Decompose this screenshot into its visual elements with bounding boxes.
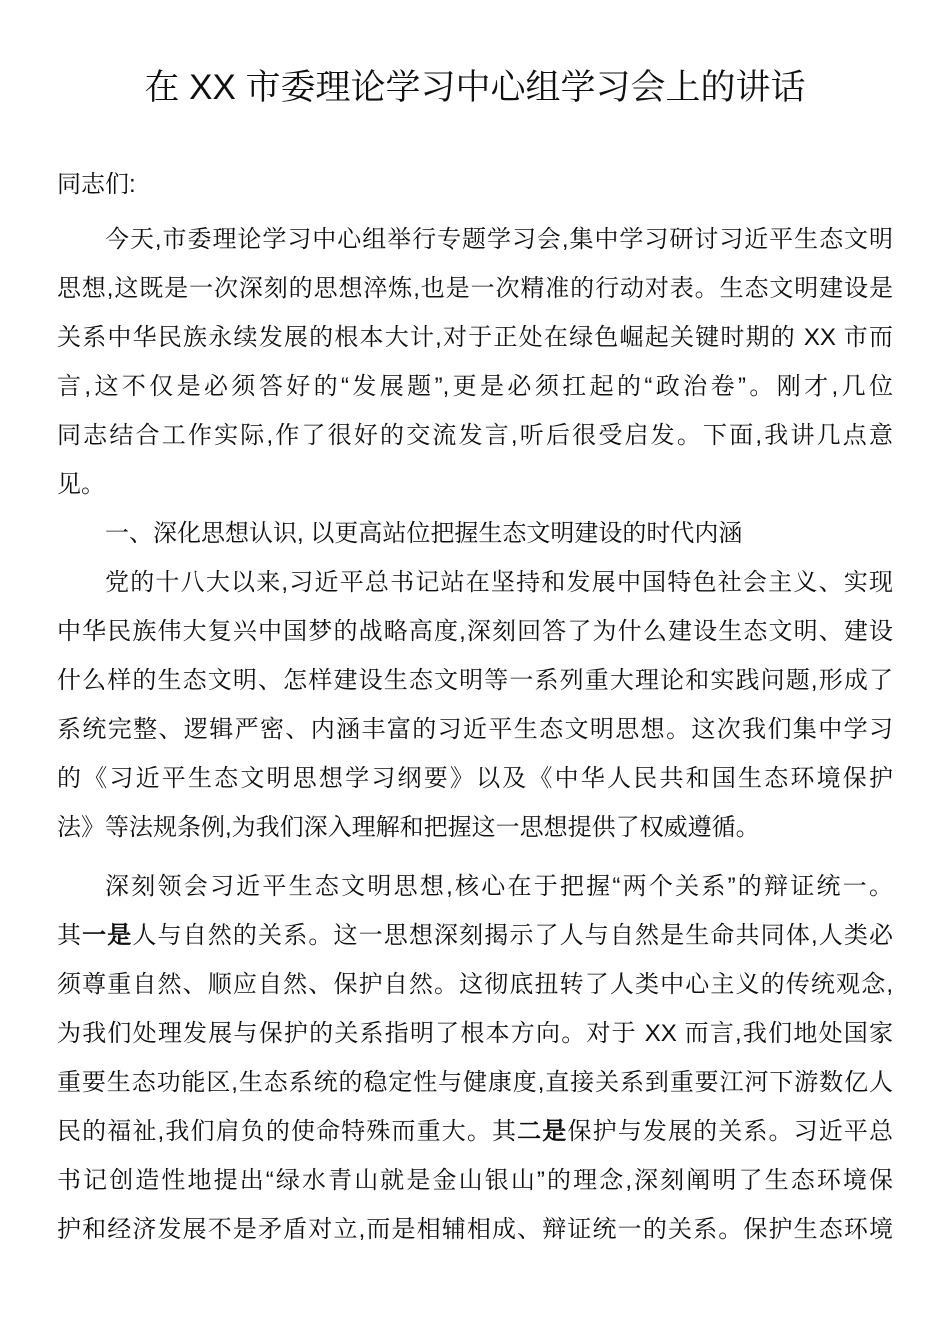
paragraph-line: 什么样的生态文明、怎样建设生态文明等一系列重大理论和实践问题,形成了: [57, 667, 893, 694]
paragraph-line: 法》等法规条例,为我们深入理解和把握这一思想提供了权威遵循。: [57, 814, 760, 841]
paragraph-line: [57, 911, 893, 960]
line-text: 人与自然的关系。这一思想深刻揭示了人与自然是生命共同体,人类必: [132, 922, 894, 949]
paragraph-line: 的《习近平生态文明思想学习纲要》以及《中华人民共和国生态环境保护: [57, 765, 893, 792]
paragraph-line: 今天,市委理论学习中心组举行专题学习会,集中学习研讨习近平生态文明: [105, 226, 893, 253]
paragraph-line: 深刻领会习近平生态文明思想,核心在于把握“两个关系”的辩证统一。: [105, 873, 893, 900]
paragraph-line: 同志结合工作实际,作了很好的交流发言,听后很受启发。下面,我讲几点意: [57, 422, 893, 449]
bold-emphasis: 二是: [517, 1118, 568, 1145]
section-heading-1: 一、深化思想认识, 以更高站位把握生态文明建设的时代内涵: [105, 520, 743, 547]
paragraph-line: 思想,这既是一次深刻的思想淬炼,也是一次精准的行动对表。生态文明建设是: [57, 275, 893, 302]
line-text: 其: [57, 922, 83, 949]
paragraph-line: 见。: [57, 471, 105, 498]
paragraph-2: [57, 558, 893, 852]
paragraph-line: 系统完整、逻辑严密、内涵丰富的习近平生态文明思想。这次我们集中学习: [57, 716, 893, 743]
line-text: 保护与发展的关系。习近平总: [567, 1118, 894, 1145]
bold-emphasis: 一是: [82, 922, 133, 949]
paragraph-line: 书记创造性地提出“绿水青山就是金山银山”的理念,深刻阐明了生态环境保: [57, 1167, 893, 1194]
document-title: 在 XX 市委理论学习中心组学习会上的讲话: [144, 68, 806, 107]
paragraph-line: 党的十八大以来,习近平总书记站在坚持和发展中国特色社会主义、实现: [105, 569, 893, 596]
salutation: 同志们:: [57, 171, 136, 198]
paragraph-3: [57, 862, 893, 1254]
paragraph-line: 言,这不仅是必须答好的“发展题”,更是必须扛起的“政治卷”。刚才,几位: [57, 373, 893, 400]
line-text: 民的福祉,我们肩负的使命特殊而重大。其: [57, 1118, 518, 1145]
paragraph-line: 须尊重自然、顺应自然、保护自然。这彻底扭转了人类中心主义的传统观念,: [57, 971, 893, 998]
paragraph-line: 中华民族伟大复兴中国梦的战略高度,深刻回答了为什么建设生态文明、建设: [57, 618, 893, 645]
paragraph-line: 重要生态功能区,生态系统的稳定性与健康度,直接关系到重要江河下游数亿人: [57, 1069, 893, 1096]
paragraph-line: 为我们处理发展与保护的关系指明了根本方向。对于 XX 而言,我们地处国家: [57, 1020, 893, 1047]
paragraph-line: [57, 1107, 893, 1156]
paragraph-1: [57, 215, 893, 509]
paragraph-line: 护和经济发展不是矛盾对立,而是相辅相成、辩证统一的关系。保护生态环境: [57, 1216, 893, 1243]
paragraph-line: 关系中华民族永续发展的根本大计,对于正处在绿色崛起关键时期的 XX 市而: [57, 324, 893, 351]
